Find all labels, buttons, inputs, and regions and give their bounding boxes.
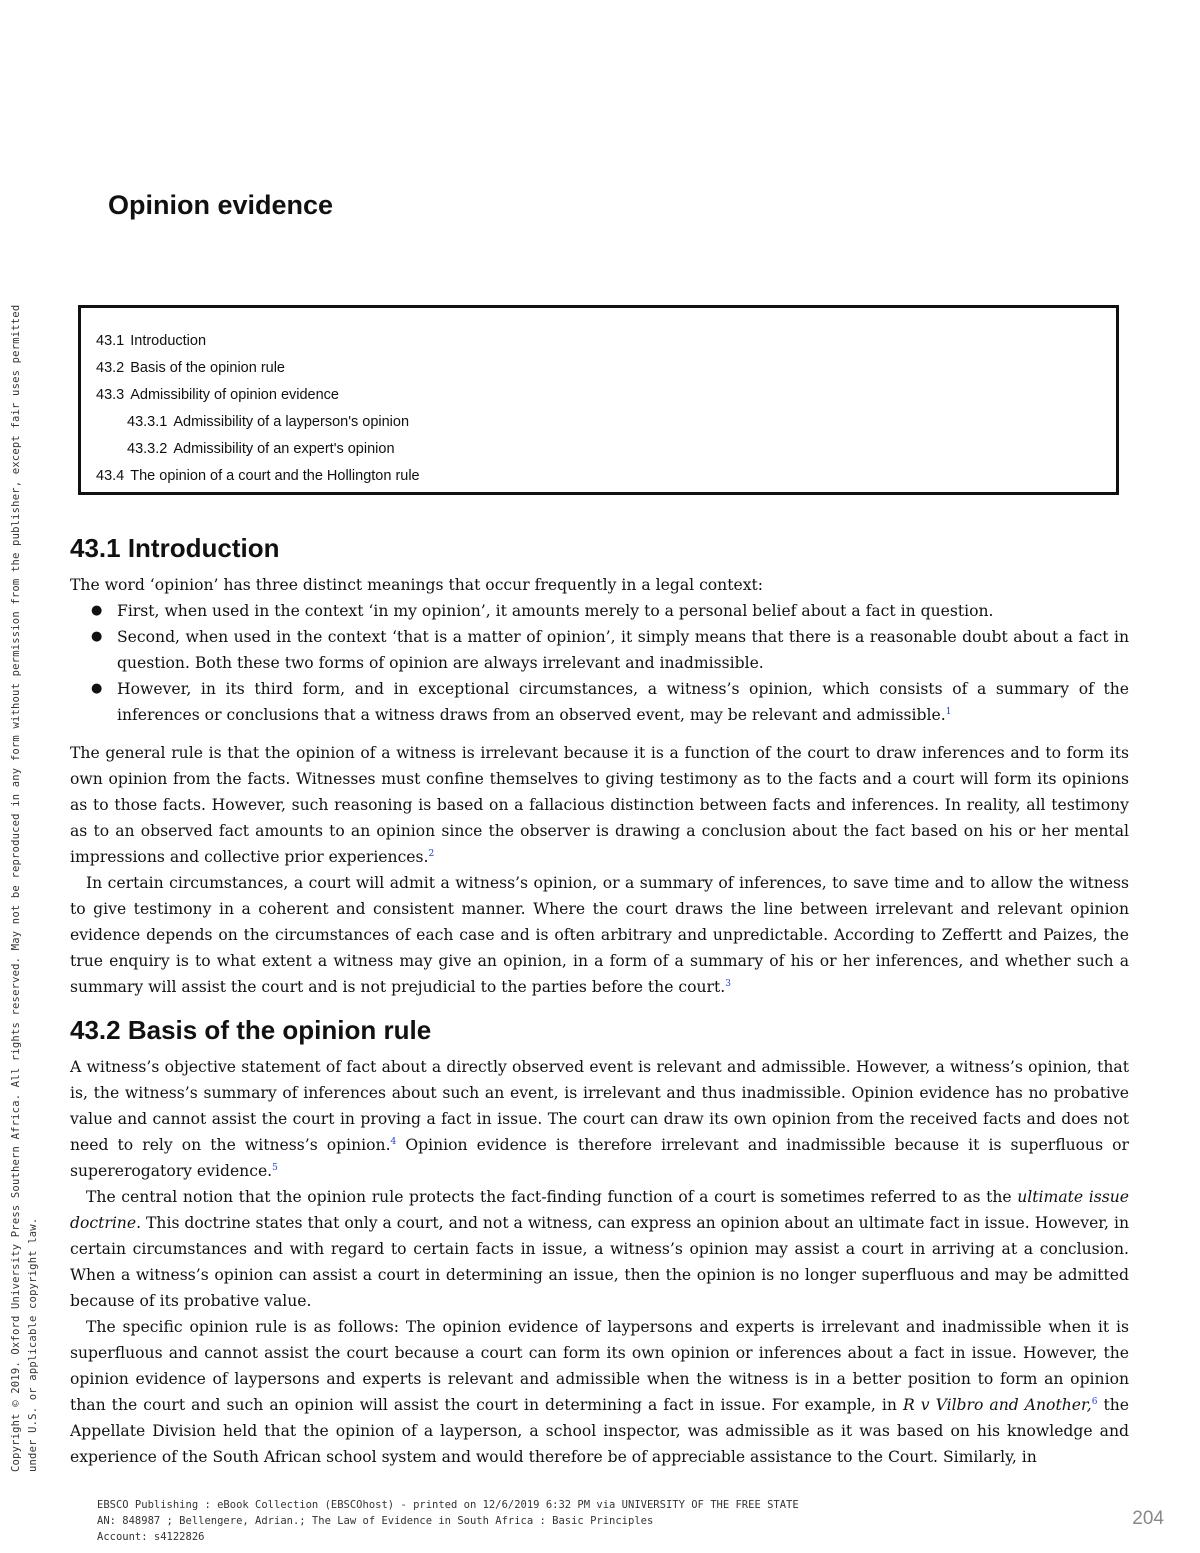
toc-number: 43.4 [96,468,125,484]
bullet-item [117,624,1129,676]
paragraph-text: The central notion that the opinion rule protects the fact-finding function of a court is sometimes referred to as the [86,1188,1018,1206]
footer-line: EBSCO Publishing : eBook Collection (EBSCOhost) - printed on 12/6/2019 6:32 PM via UNIVERSITY OF THE FREE STATE [97,1499,799,1511]
paragraph: The word ‘opinion’ has three distinct meanings that occur frequently in a legal context: [70,576,764,594]
toc-label: The opinion of a court and the Hollington rule [130,468,420,484]
toc-item[interactable] [96,465,1116,492]
toc-number: 43.3.1 [127,414,168,430]
toc-number: 43.3 [96,387,125,403]
toc-number: 43.3.2 [127,441,168,457]
toc-subitem[interactable] [96,411,1116,438]
paragraph [70,1314,1129,1470]
toc-number: 43.2 [96,360,125,376]
paragraph-text: the Appellate Division held that the opinion of a layperson, a school inspector, was admissible as it was based on his knowledge and experience of the South African school system and would therefore be of appreciable assistance to the Court. Similarly, in [70,1396,1129,1466]
copyright-notice [8,0,68,1472]
footer-line: Account: s4122826 [97,1531,205,1543]
toc-label: Admissibility of a layperson's opinion [173,414,410,430]
paragraph-text: The general rule is that the opinion of a witness is irrelevant because it is a function of the court to draw inferences and to form its own opinion from the facts. Witnesses must confine themselves to giving testimony as to the facts and a court will form its opinions as to those facts. However, such reasoning is based on a fallacious distinction between facts and inferences. In reality, all testimony as to an observed fact amounts to an opinion since the observer is drawing a conclusion about the fact based on his or her mental impressions and collective prior experiences. [70,744,1129,866]
paragraph [70,1054,1129,1184]
toc-number: 43.1 [96,333,125,349]
case-citation: R v Vilbro and Another, [902,1396,1092,1414]
bullet-item [117,676,1129,728]
toc-label: Admissibility of opinion evidence [130,387,339,403]
section-heading: 43.2 Basis of the opinion rule [70,1015,432,1045]
paragraph [70,870,1129,1000]
paragraph-text: . This doctrine states that only a court, and not a witness, can express an opinion about an ultimate fact in issue. However, in certain circumstances and with regard to certain facts in issue, a witness’s opinion may assist a court in arriving at a conclusion. When a witness’s opinion can assist a court in determining an issue, then the opinion is no longer superfluous and may be admitted because of its probative value. [70,1214,1129,1310]
bullet-text: First, when used in the context ‘in my opinion’, it amounts merely to a personal belief about a fact in question. [117,602,994,620]
footer-line: AN: 848987 ; Bellengere, Adrian.; The Law of Evidence in South Africa : Basic Principles [97,1515,654,1527]
footnote-link[interactable]: 5 [272,1163,278,1173]
print-footer [97,1497,799,1545]
toc-item[interactable] [96,330,1116,357]
bullet-item [117,598,1129,624]
paragraph-text: Opinion evidence is therefore irrelevant and inadmissible because it is superfluous or supererogatory evidence. [70,1136,1129,1180]
bullet-text: Second, when used in the context ‘that is a matter of opinion’, it simply means that there is a reasonable doubt about a fact in question. Both these two forms of opinion are always irrelevant and inadmissible. [117,628,1129,672]
footnote-link[interactable]: 2 [428,849,435,859]
toc-label: Admissibility of an expert's opinion [173,441,395,457]
toc-item[interactable] [96,384,1116,411]
bullet-text: However, in its third form, and in exceptional circumstances, a witness’s opinion, which consists of a summary of the inferences or conclusions that a witness draws from an observed event, may be relevant and admissible. [117,680,1129,724]
footnote-link[interactable]: 4 [390,1137,397,1147]
emphasis-term: ultimate issue doctrine [70,1188,1129,1232]
paragraph-text: In certain circumstances, a court will admit a witness’s opinion, or a summary of inferences, to save time and to allow the witness to give testimony in a coherent and consistent manner. Where the court draws the line between irrelevant and relevant opinion evidence depends on the circumstances of each case and is often arbitrary and unpredictable. According to Zeffertt and Paizes, the true enquiry is to what extent a witness may give an opinion, in a form of a summary of his or her inferences, and whether such a summary will assist the court and is not prejudicial to the parties before the court. [70,874,1129,996]
chapter-body [70,530,1129,1470]
paragraph-text: A witness’s objective statement of fact about a directly observed event is relevant and admissible. However, a witness’s opinion, that is, the witness’s summary of inferences about such an event, is irrelevant and thus inadmissible. Opinion evidence has no probative value and cannot assist the court in proving a fact in issue. The court can draw its own opinion from the received facts and does not need to rely on the witness’s opinion. [70,1058,1129,1154]
footnote-link[interactable]: 1 [945,707,952,717]
table-of-contents [78,305,1119,495]
copyright-line-2: under U.S. or applicable copyright law. [27,1217,39,1472]
toc-item[interactable] [96,357,1116,384]
footnote-link[interactable]: 6 [1091,1397,1098,1407]
paragraph-text: The specific opinion rule is as follows: The opinion evidence of laypersons and experts is irrelevant and inadmissible when it is superfluous and cannot assist the court because a court can form its own opinion or inferences about a fact in issue. However, the opinion evidence of laypersons and experts is relevant and admissible when the witness is in a better position to form an opinion than the court and such an opinion will assist the court in determining a fact in issue. For example, in [70,1318,1129,1414]
paragraph [70,740,1129,870]
chapter-title: Opinion evidence [108,190,334,220]
bullet-list [70,598,1129,728]
toc-label: Basis of the opinion rule [130,360,285,376]
page-number: 204 [1132,1508,1164,1529]
footnote-link[interactable]: 3 [725,979,731,989]
paragraph [70,1184,1129,1314]
toc-subitem[interactable] [96,438,1116,465]
copyright-line-1: Copyright © 2019. Oxford University Press Southern Africa. All rights reserved. May not be reproduced in any form without permission from the publisher, except fair uses permitted [10,304,22,1472]
toc-label: Introduction [130,333,207,349]
section-heading: 43.1 Introduction [70,533,280,563]
